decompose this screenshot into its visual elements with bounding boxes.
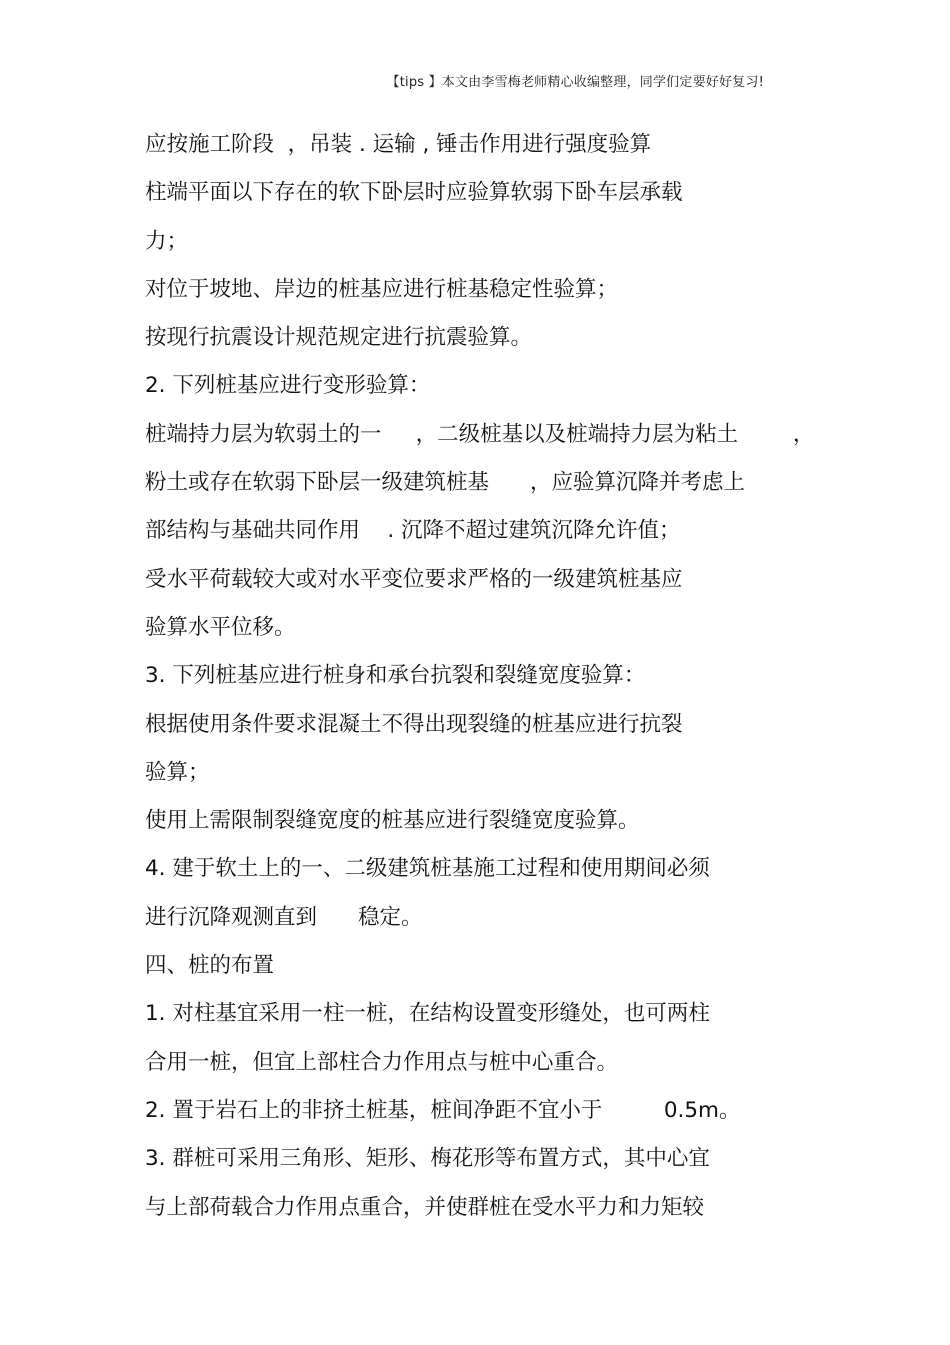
text-line: 应按施工阶段 ，吊装 . 运输 , 锤击作用进行强度验算: [145, 132, 652, 157]
layout-item-2: 2. 置于岩石上的非挤土桩基，桩间净距不宜小于 0.5m。: [145, 1097, 741, 1123]
text-line: 进行沉降观测直到 稳定。: [145, 904, 423, 930]
layout-item-1: 1. 对柱基宜采用一柱一桩，在结构设置变形缝处，也可两柱: [145, 1001, 710, 1027]
section-item-2-heading: 2. 下列桩基应进行变形验算：: [145, 373, 431, 399]
section-heading-pile-layout: 四、桩的布置: [145, 953, 275, 979]
text-line: 桩端持力层为软弱土的一 ，二级桩基以及桩端持力层为粘土 ，: [145, 421, 815, 447]
text-line: 使用上需限制裂缝宽度的桩基应进行裂缝宽度验算。: [145, 808, 640, 834]
text-line: 柱端平面以下存在的软下卧层时应验算软弱下卧车层承载: [145, 180, 683, 206]
text-line: 部结构与基础共同作用 . 沉降不超过建筑沉降允许值；: [145, 518, 681, 544]
header-tips-note: 【tips 】本文由李雪梅老师精心收编整理，同学们定要好好复习!: [386, 75, 764, 90]
text-line: 与上部荷载合力作用点重合，并使群桩在受水平力和力矩较: [145, 1194, 705, 1220]
text-line: 粉土或存在软弱下卧层一级建筑桩基 ，应验算沉降并考虑上: [145, 470, 746, 496]
text-line: 验算水平位移。: [145, 614, 296, 640]
text-line: 按现行抗震设计规范规定进行抗震验算。: [145, 325, 533, 351]
text-line: 力；: [145, 228, 189, 254]
document-body: [145, 128, 845, 1239]
section-item-3-heading: 3. 下列桩基应进行桩身和承台抗裂和裂缝宽度验算：: [145, 663, 646, 689]
text-line: 根据使用条件要求混凝土不得出现裂缝的桩基应进行抗裂: [145, 711, 683, 737]
text-line: 验算；: [145, 759, 210, 785]
text-line: 受水平荷载较大或对水平变位要求严格的一级建筑桩基应: [145, 566, 683, 592]
text-line: 对位于坡地、岸边的桩基应进行桩基稳定性验算；: [145, 276, 619, 302]
section-item-4: 4. 建于软土上的一、二级建筑桩基施工过程和使用期间必须: [145, 856, 710, 882]
text-line: 合用一桩，但宜上部柱合力作用点与桩中心重合。: [145, 1049, 619, 1075]
layout-item-3: 3. 群桩可采用三角形、矩形、梅花形等布置方式，其中心宜: [145, 1146, 710, 1172]
